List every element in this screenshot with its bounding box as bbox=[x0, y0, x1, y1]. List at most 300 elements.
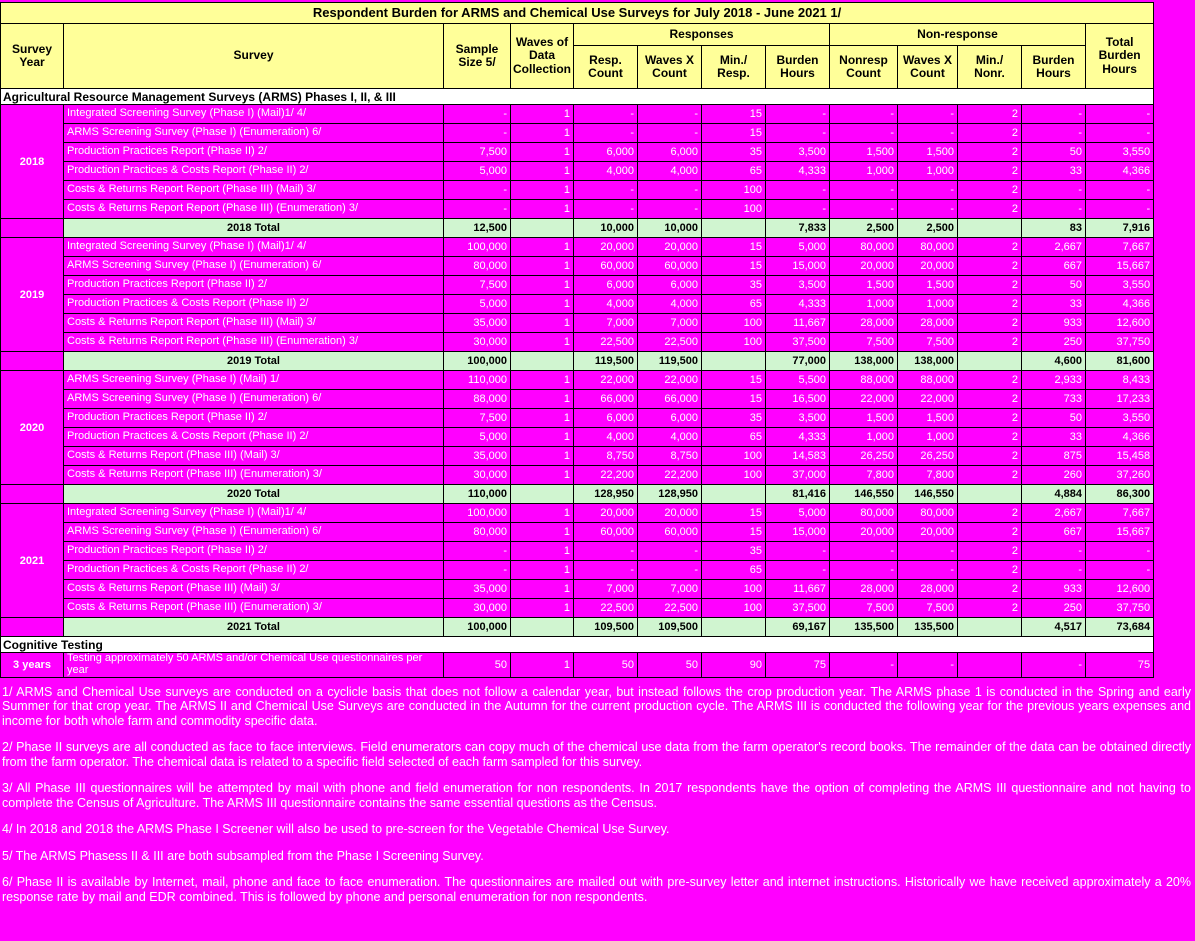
col-header-survey: Survey bbox=[64, 24, 444, 89]
value-cell: 2 bbox=[958, 580, 1022, 599]
total-value-cell: 128,950 bbox=[574, 485, 638, 504]
page bbox=[0, 2, 1195, 904]
value-cell: 2 bbox=[958, 276, 1022, 295]
survey-row bbox=[1, 295, 1154, 314]
total-value-cell: 138,000 bbox=[830, 352, 898, 371]
value-cell: 15 bbox=[702, 523, 766, 542]
value-cell: 15,458 bbox=[1086, 447, 1154, 466]
value-cell: 1 bbox=[511, 390, 574, 409]
group-header-row bbox=[1, 24, 1154, 46]
value-cell: 6,000 bbox=[574, 143, 638, 162]
value-cell: 2 bbox=[958, 143, 1022, 162]
total-value-cell bbox=[511, 352, 574, 371]
value-cell: 1 bbox=[511, 504, 574, 523]
value-cell: - bbox=[830, 653, 898, 678]
total-value-cell bbox=[702, 485, 766, 504]
footnote: 1/ ARMS and Chemical Use surveys are conducted on a cyclicle basis that does not follow a calendar year, but instead follows the crop production year. The ARMS phase 1 is conducted in the Spring and early Summer for that crop year. The ARMS II and Chemical Use Surveys are conducted in the Autumn for the current production cycle. The ARMS III is conducted the following year for the previous years expenses and income for both whole farm and commodity specific data. bbox=[2, 684, 1191, 728]
total-value-cell: 119,500 bbox=[638, 352, 702, 371]
value-cell: - bbox=[830, 105, 898, 124]
value-cell: - bbox=[898, 653, 958, 678]
value-cell: 30,000 bbox=[444, 333, 511, 352]
value-cell: 65 bbox=[702, 162, 766, 181]
survey-name: ARMS Screening Survey (Phase I) (Enumeration) 6/ bbox=[64, 390, 444, 409]
value-cell: 35,000 bbox=[444, 314, 511, 333]
value-cell: 875 bbox=[1022, 447, 1086, 466]
survey-row bbox=[1, 428, 1154, 447]
value-cell: 1,000 bbox=[830, 295, 898, 314]
group-header-nonresponse: Non-response bbox=[830, 24, 1086, 46]
value-cell: 37,500 bbox=[766, 333, 830, 352]
value-cell: - bbox=[638, 561, 702, 580]
survey-row bbox=[1, 181, 1154, 200]
survey-row bbox=[1, 447, 1154, 466]
year-label: 2020 bbox=[1, 371, 64, 485]
value-cell: 7,800 bbox=[898, 466, 958, 485]
value-cell: 1 bbox=[511, 124, 574, 143]
value-cell: 80,000 bbox=[444, 523, 511, 542]
value-cell: 8,750 bbox=[574, 447, 638, 466]
value-cell: 4,000 bbox=[574, 428, 638, 447]
value-cell: 50 bbox=[638, 653, 702, 678]
value-cell: 5,000 bbox=[766, 504, 830, 523]
survey-name: ARMS Screening Survey (Phase I) (Mail) 1/ bbox=[64, 371, 444, 390]
value-cell: - bbox=[444, 105, 511, 124]
value-cell: 33 bbox=[1022, 162, 1086, 181]
value-cell: 17,233 bbox=[1086, 390, 1154, 409]
value-cell: 37,750 bbox=[1086, 599, 1154, 618]
value-cell: 733 bbox=[1022, 390, 1086, 409]
value-cell: 4,366 bbox=[1086, 295, 1154, 314]
value-cell: 35 bbox=[702, 542, 766, 561]
value-cell: - bbox=[1086, 561, 1154, 580]
value-cell: 1,500 bbox=[898, 143, 958, 162]
total-value-cell: 83 bbox=[1022, 219, 1086, 238]
value-cell: 80,000 bbox=[444, 257, 511, 276]
value-cell: - bbox=[898, 561, 958, 580]
value-cell: 26,250 bbox=[898, 447, 958, 466]
value-cell: 15 bbox=[702, 105, 766, 124]
section-title: Cognitive Testing bbox=[1, 637, 1154, 653]
value-cell: 100 bbox=[702, 466, 766, 485]
total-value-cell bbox=[511, 485, 574, 504]
value-cell: 28,000 bbox=[830, 580, 898, 599]
value-cell: 5,000 bbox=[444, 295, 511, 314]
value-cell: - bbox=[766, 200, 830, 219]
value-cell: 100,000 bbox=[444, 238, 511, 257]
value-cell: - bbox=[574, 561, 638, 580]
section-title: Agricultural Resource Management Surveys (ARMS) Phases I, II, & III bbox=[1, 89, 1154, 105]
value-cell: - bbox=[898, 542, 958, 561]
value-cell: 1 bbox=[511, 523, 574, 542]
value-cell: - bbox=[638, 542, 702, 561]
value-cell: 3,500 bbox=[766, 276, 830, 295]
value-cell: 80,000 bbox=[830, 504, 898, 523]
survey-row bbox=[1, 105, 1154, 124]
year-label: 3 years bbox=[1, 653, 64, 678]
value-cell: 1 bbox=[511, 105, 574, 124]
value-cell: 11,667 bbox=[766, 314, 830, 333]
year-blank-cell bbox=[1, 485, 64, 504]
value-cell: 22,000 bbox=[574, 371, 638, 390]
total-value-cell: 69,167 bbox=[766, 618, 830, 637]
year-total-row bbox=[1, 219, 1154, 238]
value-cell: - bbox=[1022, 653, 1086, 678]
total-value-cell: 10,000 bbox=[638, 219, 702, 238]
value-cell: - bbox=[766, 124, 830, 143]
value-cell: 20,000 bbox=[898, 523, 958, 542]
value-cell: 260 bbox=[1022, 466, 1086, 485]
section-row bbox=[1, 89, 1154, 105]
year-total-row bbox=[1, 618, 1154, 637]
value-cell: 7,500 bbox=[898, 599, 958, 618]
value-cell: 1,500 bbox=[830, 409, 898, 428]
value-cell: 6,000 bbox=[638, 409, 702, 428]
total-value-cell bbox=[702, 352, 766, 371]
value-cell: 88,000 bbox=[830, 371, 898, 390]
value-cell: 3,550 bbox=[1086, 409, 1154, 428]
value-cell: 16,500 bbox=[766, 390, 830, 409]
value-cell: 7,667 bbox=[1086, 238, 1154, 257]
value-cell: 65 bbox=[702, 561, 766, 580]
value-cell: 1 bbox=[511, 143, 574, 162]
value-cell: 6,000 bbox=[638, 143, 702, 162]
total-value-cell: 100,000 bbox=[444, 352, 511, 371]
col-header-burden-hours-nonresp: Burden Hours bbox=[1022, 46, 1086, 89]
value-cell: 100 bbox=[702, 200, 766, 219]
total-value-cell bbox=[702, 219, 766, 238]
value-cell: 2 bbox=[958, 599, 1022, 618]
value-cell: 1 bbox=[511, 542, 574, 561]
total-value-cell: 2,500 bbox=[830, 219, 898, 238]
value-cell: 5,500 bbox=[766, 371, 830, 390]
value-cell: 22,500 bbox=[638, 333, 702, 352]
value-cell: 100 bbox=[702, 181, 766, 200]
total-value-cell: 135,500 bbox=[898, 618, 958, 637]
survey-name: Costs & Returns Report (Phase III) (Enumeration) 3/ bbox=[64, 466, 444, 485]
value-cell: 2 bbox=[958, 428, 1022, 447]
survey-name: ARMS Screening Survey (Phase I) (Enumeration) 6/ bbox=[64, 124, 444, 143]
value-cell: 1,000 bbox=[898, 428, 958, 447]
survey-row bbox=[1, 504, 1154, 523]
value-cell: - bbox=[574, 105, 638, 124]
col-header-burden-hours-resp: Burden Hours bbox=[766, 46, 830, 89]
total-value-cell bbox=[958, 618, 1022, 637]
total-value-cell: 7,833 bbox=[766, 219, 830, 238]
year-blank-cell bbox=[1, 618, 64, 637]
value-cell: 75 bbox=[766, 653, 830, 678]
value-cell: 2 bbox=[958, 333, 1022, 352]
value-cell: 1 bbox=[511, 200, 574, 219]
total-label: 2018 Total bbox=[64, 219, 444, 238]
value-cell: 90 bbox=[702, 653, 766, 678]
value-cell: - bbox=[1022, 561, 1086, 580]
value-cell: 22,000 bbox=[638, 371, 702, 390]
survey-row bbox=[1, 238, 1154, 257]
total-value-cell: 4,600 bbox=[1022, 352, 1086, 371]
value-cell: 50 bbox=[574, 653, 638, 678]
total-value-cell: 109,500 bbox=[574, 618, 638, 637]
value-cell: 1 bbox=[511, 428, 574, 447]
value-cell: 50 bbox=[444, 653, 511, 678]
value-cell: 15,000 bbox=[766, 257, 830, 276]
value-cell: 80,000 bbox=[898, 504, 958, 523]
value-cell: 2 bbox=[958, 124, 1022, 143]
value-cell: 15 bbox=[702, 257, 766, 276]
value-cell: - bbox=[766, 105, 830, 124]
survey-name: Production Practices Report (Phase II) 2/ bbox=[64, 542, 444, 561]
value-cell: 2 bbox=[958, 371, 1022, 390]
value-cell: 6,000 bbox=[574, 409, 638, 428]
value-cell: 22,500 bbox=[638, 599, 702, 618]
value-cell: 667 bbox=[1022, 523, 1086, 542]
value-cell: 1,500 bbox=[898, 276, 958, 295]
value-cell: 20,000 bbox=[830, 523, 898, 542]
value-cell: 66,000 bbox=[574, 390, 638, 409]
value-cell: 2,933 bbox=[1022, 371, 1086, 390]
value-cell: - bbox=[444, 542, 511, 561]
value-cell: 7,800 bbox=[830, 466, 898, 485]
value-cell: 88,000 bbox=[444, 390, 511, 409]
footnotes bbox=[0, 678, 1193, 905]
value-cell: 2 bbox=[958, 257, 1022, 276]
total-label: 2019 Total bbox=[64, 352, 444, 371]
survey-row bbox=[1, 314, 1154, 333]
value-cell: 7,500 bbox=[830, 333, 898, 352]
value-cell: 933 bbox=[1022, 580, 1086, 599]
survey-name: Costs & Returns Report Report (Phase III) (Enumeration) 3/ bbox=[64, 333, 444, 352]
value-cell: 1 bbox=[511, 447, 574, 466]
value-cell: 15,667 bbox=[1086, 523, 1154, 542]
value-cell: - bbox=[1022, 200, 1086, 219]
value-cell: 2 bbox=[958, 523, 1022, 542]
total-value-cell: 4,884 bbox=[1022, 485, 1086, 504]
value-cell: - bbox=[898, 200, 958, 219]
col-header-waves-x-count-nonresp: Waves X Count bbox=[898, 46, 958, 89]
value-cell: - bbox=[638, 181, 702, 200]
value-cell: 28,000 bbox=[898, 580, 958, 599]
value-cell: - bbox=[1022, 105, 1086, 124]
value-cell: 1 bbox=[511, 257, 574, 276]
year-label: 2021 bbox=[1, 504, 64, 618]
value-cell: 88,000 bbox=[898, 371, 958, 390]
value-cell: 2 bbox=[958, 390, 1022, 409]
value-cell: 2 bbox=[958, 295, 1022, 314]
value-cell: 60,000 bbox=[638, 523, 702, 542]
value-cell: 7,500 bbox=[830, 599, 898, 618]
value-cell: 4,333 bbox=[766, 428, 830, 447]
total-value-cell: 4,517 bbox=[1022, 618, 1086, 637]
value-cell: 22,200 bbox=[638, 466, 702, 485]
value-cell: - bbox=[574, 200, 638, 219]
value-cell: 2 bbox=[958, 314, 1022, 333]
value-cell: 3,500 bbox=[766, 409, 830, 428]
total-label: 2020 Total bbox=[64, 485, 444, 504]
value-cell: 22,200 bbox=[574, 466, 638, 485]
value-cell: - bbox=[898, 105, 958, 124]
value-cell: 37,750 bbox=[1086, 333, 1154, 352]
value-cell: 4,366 bbox=[1086, 162, 1154, 181]
value-cell: 8,750 bbox=[638, 447, 702, 466]
value-cell: 7,500 bbox=[898, 333, 958, 352]
survey-name: Costs & Returns Report (Phase III) (Mail) 3/ bbox=[64, 580, 444, 599]
total-value-cell: 10,000 bbox=[574, 219, 638, 238]
value-cell: 7,000 bbox=[638, 580, 702, 599]
survey-name: Costs & Returns Report Report (Phase III) (Mail) 3/ bbox=[64, 181, 444, 200]
survey-name: Production Practices & Costs Report (Phase II) 2/ bbox=[64, 295, 444, 314]
col-header-sample-size: Sample Size 5/ bbox=[444, 24, 511, 89]
total-value-cell bbox=[511, 219, 574, 238]
value-cell: 2 bbox=[958, 542, 1022, 561]
value-cell: 50 bbox=[1022, 409, 1086, 428]
total-value-cell: 138,000 bbox=[898, 352, 958, 371]
value-cell: - bbox=[1022, 542, 1086, 561]
value-cell: 8,433 bbox=[1086, 371, 1154, 390]
value-cell: 14,583 bbox=[766, 447, 830, 466]
value-cell: - bbox=[898, 124, 958, 143]
value-cell: 20,000 bbox=[638, 238, 702, 257]
value-cell: 1 bbox=[511, 238, 574, 257]
value-cell: 2 bbox=[958, 504, 1022, 523]
survey-name: Integrated Screening Survey (Phase I) (Mail)1/ 4/ bbox=[64, 504, 444, 523]
col-header-nonresp-count: Nonresp Count bbox=[830, 46, 898, 89]
value-cell: 1 bbox=[511, 295, 574, 314]
value-cell: 100 bbox=[702, 447, 766, 466]
value-cell: 20,000 bbox=[574, 238, 638, 257]
value-cell: 3,550 bbox=[1086, 143, 1154, 162]
survey-name: Production Practices & Costs Report (Phase II) 2/ bbox=[64, 561, 444, 580]
value-cell: 15 bbox=[702, 124, 766, 143]
survey-row bbox=[1, 143, 1154, 162]
survey-row bbox=[1, 466, 1154, 485]
value-cell: - bbox=[574, 124, 638, 143]
value-cell: 1 bbox=[511, 466, 574, 485]
value-cell: 12,600 bbox=[1086, 314, 1154, 333]
value-cell: 1 bbox=[511, 181, 574, 200]
value-cell: 15 bbox=[702, 238, 766, 257]
value-cell: - bbox=[830, 200, 898, 219]
survey-name: Production Practices Report (Phase II) 2/ bbox=[64, 143, 444, 162]
value-cell: 100 bbox=[702, 599, 766, 618]
value-cell: 1 bbox=[511, 561, 574, 580]
col-header-min-nonr: Min./ Nonr. bbox=[958, 46, 1022, 89]
value-cell: 20,000 bbox=[574, 504, 638, 523]
value-cell: 5,000 bbox=[766, 238, 830, 257]
value-cell: 35 bbox=[702, 143, 766, 162]
survey-name: ARMS Screening Survey (Phase I) (Enumeration) 6/ bbox=[64, 523, 444, 542]
table-body bbox=[1, 89, 1154, 678]
survey-name: Costs & Returns Report (Phase III) (Mail) 3/ bbox=[64, 447, 444, 466]
table-title: Respondent Burden for ARMS and Chemical Use Surveys for July 2018 - June 2021 1/ bbox=[1, 3, 1154, 24]
value-cell: 7,500 bbox=[444, 409, 511, 428]
value-cell: 3,550 bbox=[1086, 276, 1154, 295]
group-header-responses: Responses bbox=[574, 24, 830, 46]
respondent-burden-table bbox=[0, 2, 1154, 678]
value-cell: 22,500 bbox=[574, 333, 638, 352]
value-cell: 2 bbox=[958, 409, 1022, 428]
survey-row bbox=[1, 409, 1154, 428]
value-cell: - bbox=[574, 181, 638, 200]
value-cell: 28,000 bbox=[830, 314, 898, 333]
survey-name: Integrated Screening Survey (Phase I) (Mail)1/ 4/ bbox=[64, 238, 444, 257]
survey-name: Production Practices Report (Phase II) 2/ bbox=[64, 409, 444, 428]
year-label: 2019 bbox=[1, 238, 64, 352]
total-value-cell: 73,684 bbox=[1086, 618, 1154, 637]
value-cell: 6,000 bbox=[638, 276, 702, 295]
total-value-cell: 7,916 bbox=[1086, 219, 1154, 238]
survey-row bbox=[1, 390, 1154, 409]
value-cell: - bbox=[766, 542, 830, 561]
value-cell: 37,260 bbox=[1086, 466, 1154, 485]
value-cell: 2,667 bbox=[1022, 238, 1086, 257]
value-cell: 65 bbox=[702, 428, 766, 447]
total-value-cell: 146,550 bbox=[830, 485, 898, 504]
total-value-cell: 109,500 bbox=[638, 618, 702, 637]
value-cell: 1,000 bbox=[898, 295, 958, 314]
year-total-row bbox=[1, 485, 1154, 504]
col-header-total-burden-hours: Total Burden Hours bbox=[1086, 24, 1154, 89]
value-cell: - bbox=[444, 561, 511, 580]
total-value-cell: 119,500 bbox=[574, 352, 638, 371]
value-cell: 11,667 bbox=[766, 580, 830, 599]
survey-name: Testing approximately 50 ARMS and/or Chemical Use questionnaires per year bbox=[64, 653, 444, 678]
survey-name: Integrated Screening Survey (Phase I) (Mail)1/ 4/ bbox=[64, 105, 444, 124]
value-cell: 37,500 bbox=[766, 599, 830, 618]
footnote: 6/ Phase II is available by Internet, mail, phone and face to face enumeration. The questionnaires are mailed out with pre-survey letter and internet instructions. Historically we have received approximately a 20% response rate by mail and EDR combined. This is followed by phone and personal enumeration for non respondents. bbox=[2, 875, 1191, 904]
value-cell: 100 bbox=[702, 333, 766, 352]
value-cell: 1,500 bbox=[830, 276, 898, 295]
value-cell: - bbox=[830, 124, 898, 143]
value-cell bbox=[958, 653, 1022, 678]
survey-row bbox=[1, 561, 1154, 580]
value-cell: 22,500 bbox=[574, 599, 638, 618]
value-cell: 15 bbox=[702, 371, 766, 390]
value-cell: 7,667 bbox=[1086, 504, 1154, 523]
value-cell: - bbox=[638, 200, 702, 219]
footnote: 5/ The ARMS Phasess II & III are both subsampled from the Phase I Screening Survey. bbox=[2, 848, 484, 863]
value-cell: 1 bbox=[511, 371, 574, 390]
value-cell: 1 bbox=[511, 276, 574, 295]
value-cell: 37,000 bbox=[766, 466, 830, 485]
value-cell: 28,000 bbox=[898, 314, 958, 333]
value-cell: 7,000 bbox=[574, 314, 638, 333]
value-cell: 4,333 bbox=[766, 295, 830, 314]
value-cell: 66,000 bbox=[638, 390, 702, 409]
value-cell: 1,000 bbox=[830, 428, 898, 447]
value-cell: 26,250 bbox=[830, 447, 898, 466]
total-value-cell: 100,000 bbox=[444, 618, 511, 637]
value-cell: 33 bbox=[1022, 428, 1086, 447]
survey-name: Production Practices Report (Phase II) 2/ bbox=[64, 276, 444, 295]
value-cell: 100,000 bbox=[444, 504, 511, 523]
value-cell: 35 bbox=[702, 409, 766, 428]
value-cell: 1 bbox=[511, 409, 574, 428]
col-header-waves-x-count-resp: Waves X Count bbox=[638, 46, 702, 89]
value-cell: 2 bbox=[958, 200, 1022, 219]
value-cell: 100 bbox=[702, 580, 766, 599]
value-cell: 12,600 bbox=[1086, 580, 1154, 599]
value-cell: 4,333 bbox=[766, 162, 830, 181]
value-cell: 5,000 bbox=[444, 428, 511, 447]
total-value-cell: 77,000 bbox=[766, 352, 830, 371]
value-cell: 1 bbox=[511, 580, 574, 599]
survey-row bbox=[1, 257, 1154, 276]
total-value-cell: 146,550 bbox=[898, 485, 958, 504]
value-cell: 2 bbox=[958, 181, 1022, 200]
value-cell: 60,000 bbox=[574, 523, 638, 542]
value-cell: 35,000 bbox=[444, 580, 511, 599]
value-cell: - bbox=[574, 542, 638, 561]
value-cell: - bbox=[444, 200, 511, 219]
